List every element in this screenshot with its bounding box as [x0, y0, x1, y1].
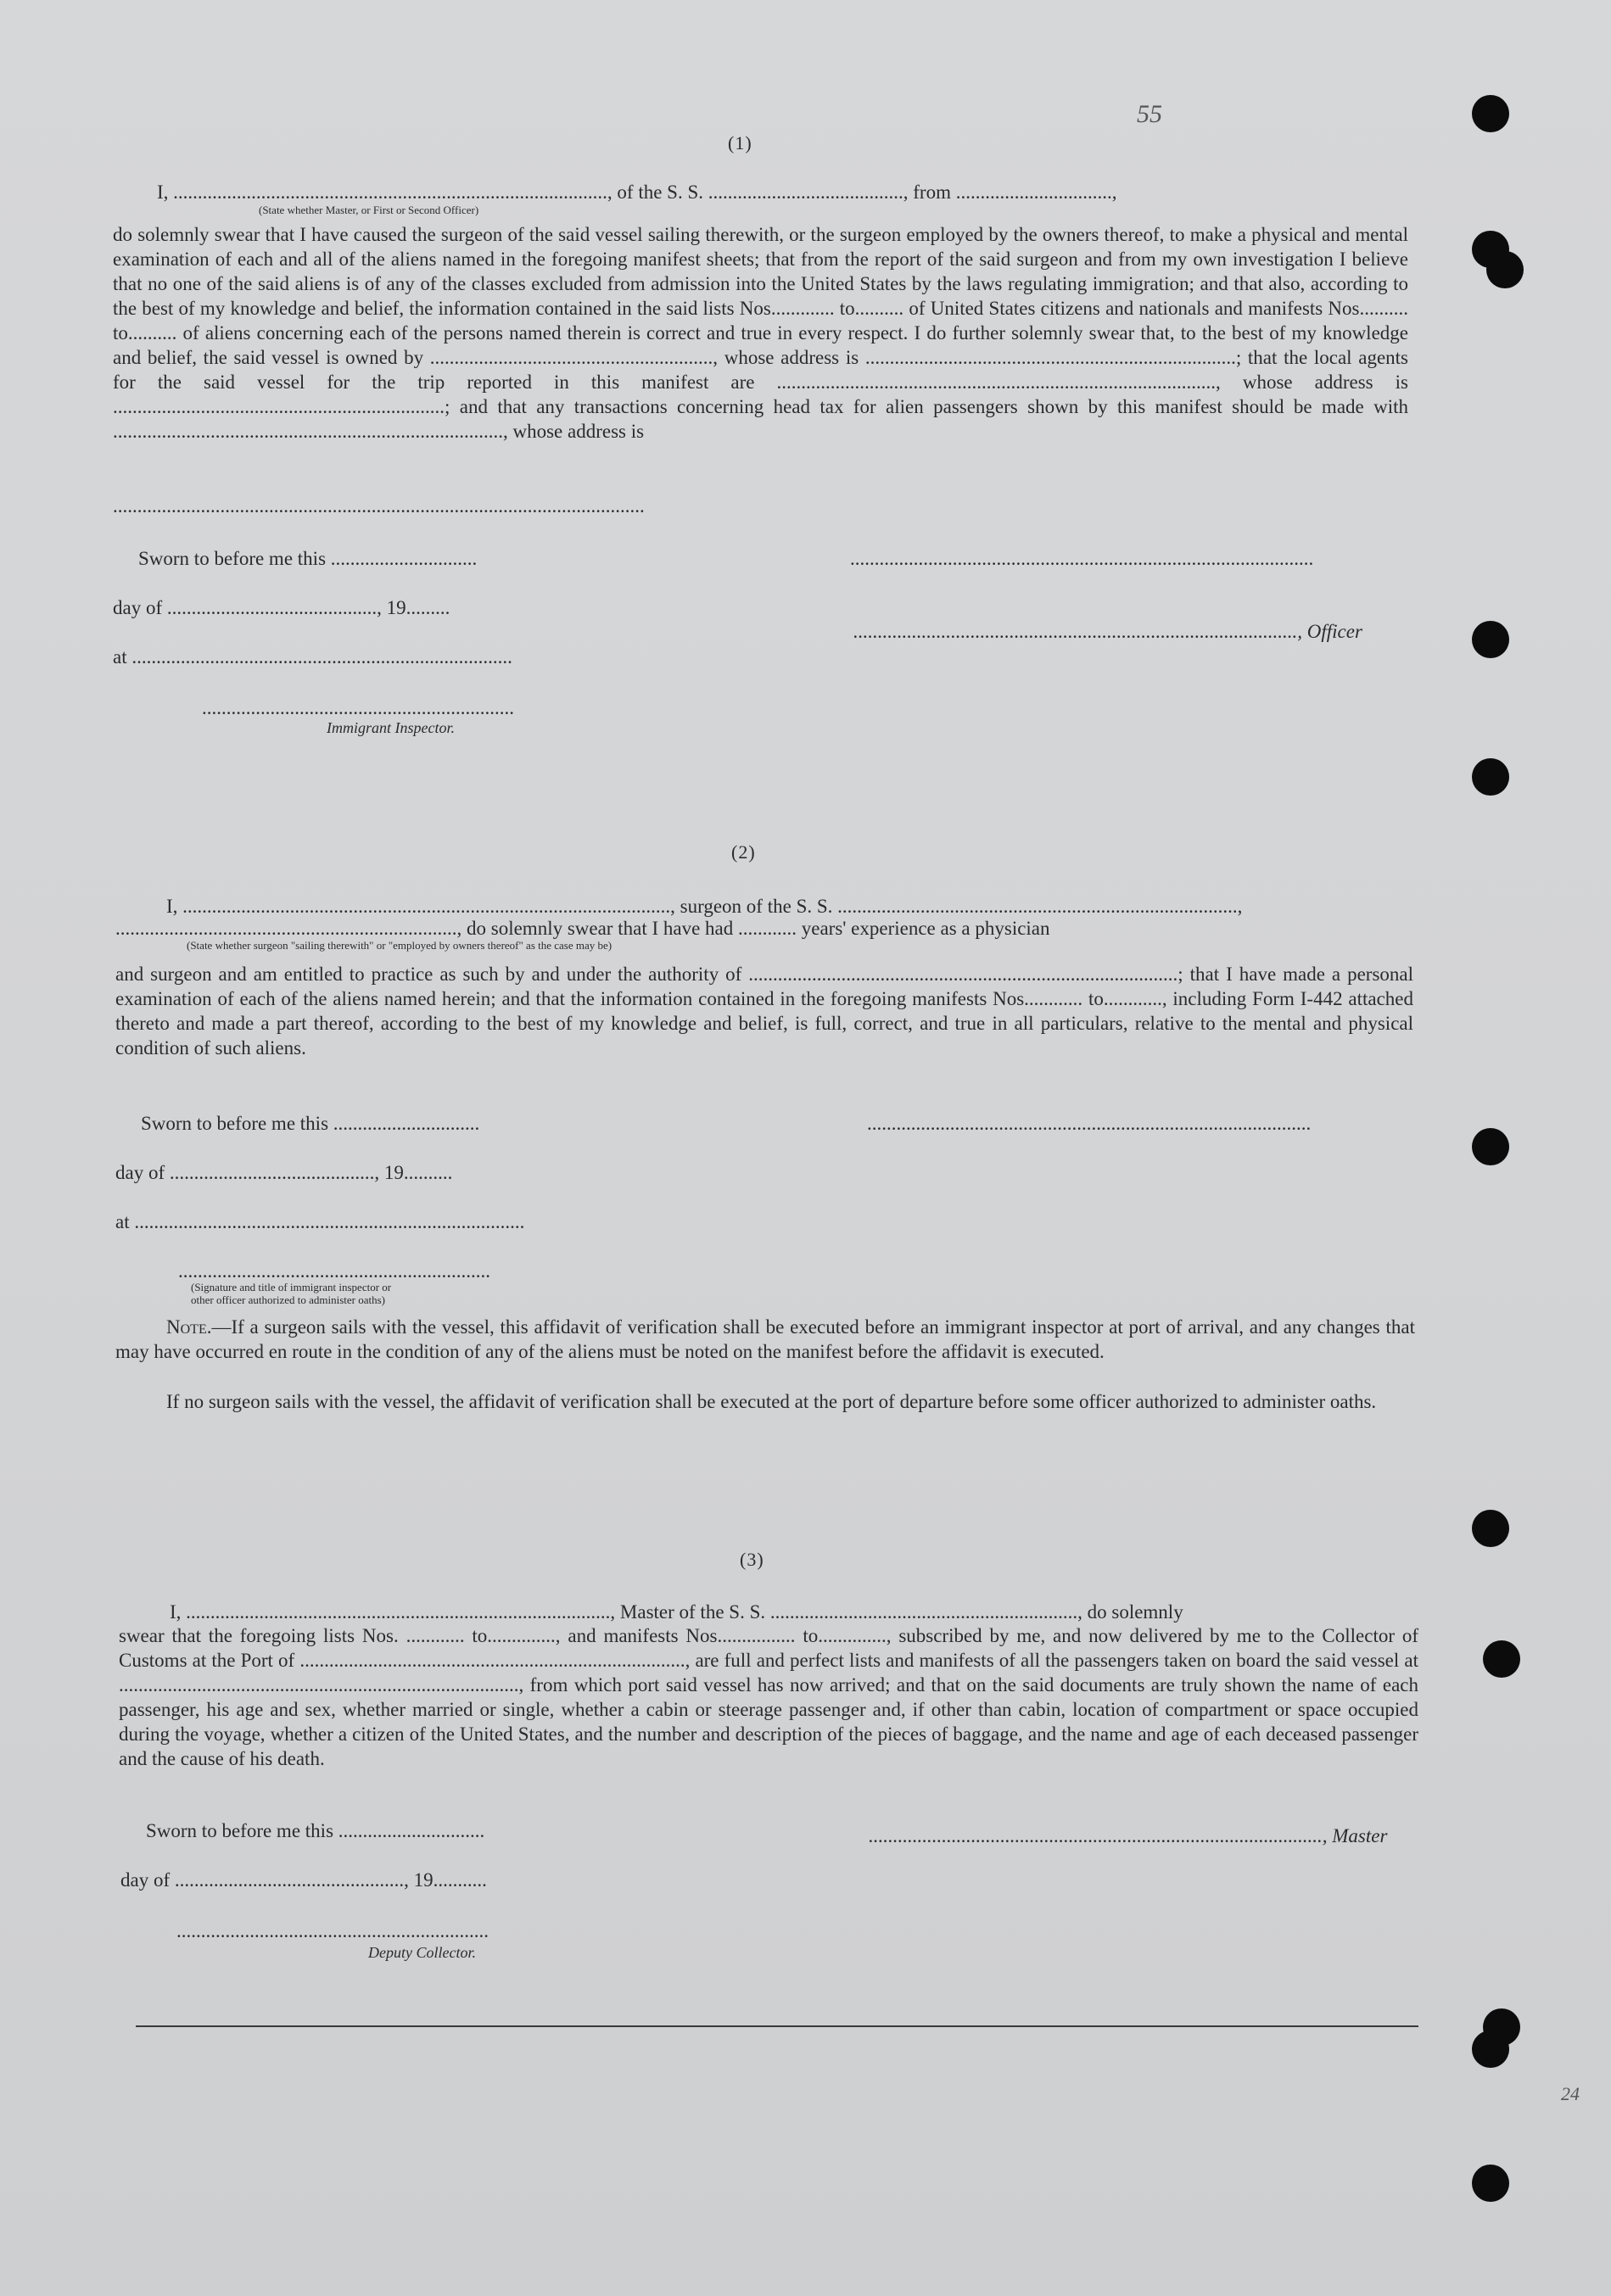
- binder-hole: [1483, 2008, 1520, 2046]
- section-1-inspector-label: Immigrant Inspector.: [327, 719, 455, 736]
- section-1-officer-signature-line: ...............................................................................................: [850, 548, 1314, 569]
- section-1-oath-text: do solemnly swear that I have caused the surgeon of the said vessel sailing therewith, or the surgeon employed by the owners thereof, to make a physical and mental examination of each and all of the aliens named in the foregoing manifest sheets; that from the report of the said surgeon and from my own investigation I believe that no one of the said aliens is of any of the classes excluded from admission into the United States by the laws regulating immigration; and that also, according to the best of my knowledge and belief, the information contained in the said lists Nos............. to.......... of United States citizens and nationals and manifests Nos.......... to.......... of aliens concerning each of the persons named therein is correct and true in every respect. I do further solemnly swear that, to the best of my knowledge and belief, the said vessel is owned by .........................................................., whose address is ............................................................................; that the local agents for the said vessel for the trip reported in this manifest are .........................................................................................., whose address is ....................................................................; and that any transactions concerning head tax for alien passengers shown by this manifest should be made with ................................................................................, whose address is: [113, 224, 1408, 442]
- section-3-collector-label: Deputy Collector.: [368, 1944, 476, 1961]
- section-2-signature-line: ................................................................: [178, 1260, 490, 1282]
- section-2-note: [115, 1315, 1415, 1364]
- section-1-day-line: day of ..........................................., 19.........: [113, 597, 450, 618]
- handwritten-page-number: 55: [1137, 100, 1162, 128]
- section-2-experience-line: ......................................................................, do solemnly swear that I have had ............ years' experience as a physician: [115, 918, 1050, 939]
- binder-hole: [1472, 1510, 1509, 1547]
- section-2-oath-text: and surgeon and am entitled to practice as such by and under the authority of ........................................................................................; that I have made a personal examination of each of the aliens named herein; and that the information contained in the foregoing manifests Nos............ to............, including Form I-442 attached thereto and made a part thereof, according to the best of my knowledge and belief, is full, correct, and true in all particulars, relative to the mental and physical condition of such aliens.: [115, 964, 1413, 1059]
- binder-hole: [1472, 95, 1509, 132]
- bottom-rule: [136, 2025, 1418, 2027]
- section-3-sworn-line: Sworn to before me this ..............................: [146, 1820, 485, 1841]
- section-1-at-line: at ..............................................................................: [113, 646, 512, 668]
- section-1-sworn-line: Sworn to before me this ..............................: [138, 548, 478, 569]
- binder-hole: [1472, 1128, 1509, 1165]
- section-2-surgeon-line: I, ...................................................................................................., surgeon of the S. S. ..................................................................................,: [166, 896, 1243, 917]
- section-3-master-line: I, ......................................................................................., Master of the S. S. ..............................................................., do solemnly: [170, 1601, 1183, 1623]
- section-2-day-line: day of .........................................., 19..........: [115, 1162, 453, 1183]
- section-2-signature-hint-2: other officer authorized to administer oaths): [191, 1293, 385, 1306]
- handwritten-edge-number: 24: [1561, 2083, 1580, 2104]
- binder-hole: [1472, 758, 1509, 796]
- note-text: —If a surgeon sails with the vessel, this affidavit of verification shall be executed before an immigrant inspector at port of arrival, and any changes that may have occurred en route in the condition of any of the aliens must be noted on the manifest before the affidavit is executed.: [115, 1316, 1415, 1362]
- section-2-sworn-line: Sworn to before me this ..............................: [141, 1113, 480, 1134]
- binder-hole: [1472, 621, 1509, 658]
- section-1-hint: (State whether Master, or First or Second Officer): [259, 204, 479, 216]
- section-3-master-signature-line: ............................................................................................., Master: [869, 1825, 1388, 1846]
- section-3-number: (3): [740, 1549, 764, 1570]
- section-1-address-line: .............................................................................................................: [113, 495, 645, 517]
- binder-hole: [1472, 2165, 1509, 2202]
- binder-hole: [1486, 251, 1524, 288]
- section-2-number: (2): [731, 841, 756, 863]
- section-1-number: (1): [728, 132, 752, 154]
- section-3-day-line: day of ..............................................., 19...........: [120, 1869, 487, 1891]
- section-1-master-line: I, ........................................................................................., of the S. S. ........................................, from ................................,: [157, 182, 1117, 203]
- binder-hole: [1483, 1640, 1520, 1678]
- note-label: Note.: [166, 1316, 212, 1338]
- section-3-oath-text: swear that the foregoing lists Nos. ............ to.............., and manifests Nos................ to.............., subscribed by me, and now delivered by me to the Collector of Customs at the Port of ..............................................................................., are full and perfect lists and manifests of all the passengers taken on board the said vessel at .................................................................................., from which port said vessel has now arrived; and that on the said documents are truly shown the name of each passenger, his age and sex, whether married or single, whether a cabin or steerage passenger and, if other than cabin, location of compartment or space occupied during the voyage, whether a citizen of the United States, and the number and description of the pieces of baggage, and the name and age of each deceased passenger and the cause of his death.: [119, 1625, 1418, 1769]
- section-1-signature-line: ................................................................: [202, 697, 514, 718]
- section-2-hint: (State whether surgeon "sailing therewith" or "employed by owners thereof" as the case may be): [187, 939, 613, 952]
- section-3-signature-line: ................................................................: [176, 1920, 489, 1941]
- section-2-signature-hint-1: (Signature and title of immigrant inspector or: [191, 1281, 392, 1293]
- section-1-officer-line: ..........................................................................................., Officer: [853, 621, 1362, 642]
- section-2-right-signature-line: ...........................................................................................: [867, 1113, 1312, 1134]
- section-2-note-2: If no surgeon sails with the vessel, the affidavit of verification shall be executed at the port of departure before some officer authorized to administer oaths.: [166, 1391, 1377, 1412]
- section-2-at-line: at ................................................................................: [115, 1211, 525, 1232]
